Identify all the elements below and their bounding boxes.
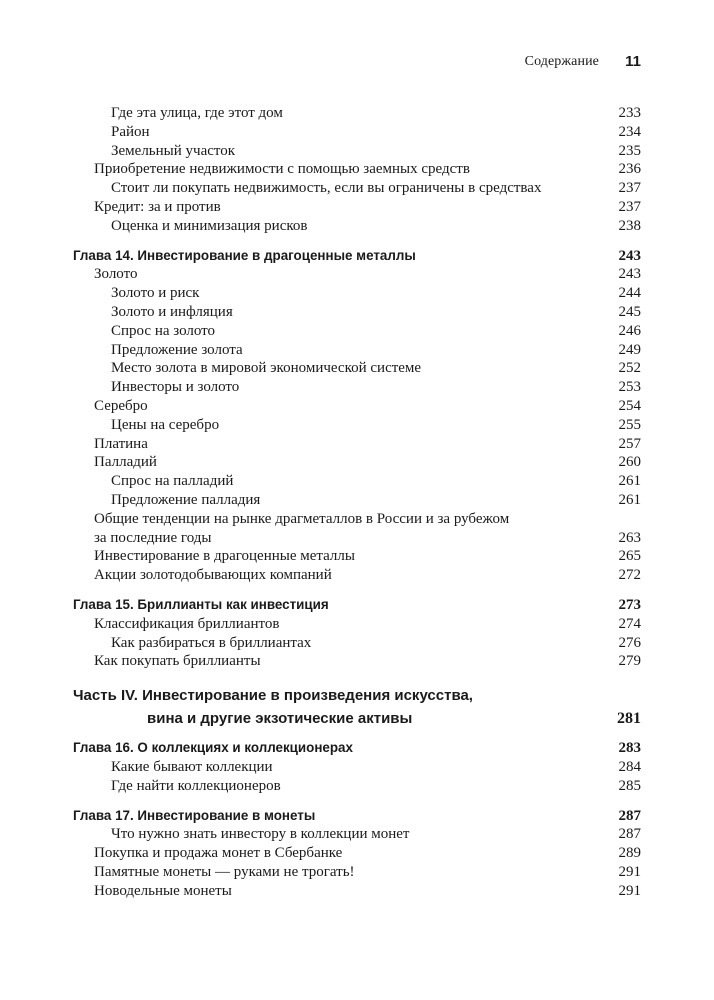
toc-entry-page: 253	[618, 379, 641, 396]
toc-entry-page: 261	[618, 473, 641, 490]
toc-entry-title: Где эта улица, где этот дом	[111, 105, 283, 121]
section-title: Содержание	[524, 54, 599, 69]
toc-entry-title: Оценка и минимизация рисков	[111, 217, 308, 234]
chapter-title: Глава 17. Инвестирование в монеты	[73, 807, 316, 823]
toc-entry-title: Как разбираться в бриллиантах	[111, 634, 312, 651]
toc-entry-page: 237	[618, 180, 641, 197]
toc-entry[interactable]	[73, 284, 641, 303]
toc-chapter[interactable]	[73, 807, 641, 826]
toc-chapter[interactable]	[73, 739, 641, 758]
toc-entry-title: Район	[111, 123, 150, 140]
toc-entry[interactable]	[73, 453, 641, 472]
toc-entry-title: Общие тенденции на рынке драгметаллов в России и за рубежом	[94, 510, 510, 527]
toc-entry-title: Место золота в мировой экономической системе	[111, 360, 422, 377]
toc-chapter[interactable]	[73, 247, 641, 266]
toc-entry[interactable]	[73, 123, 641, 142]
toc-entry[interactable]	[73, 378, 641, 397]
toc-entry-page: 244	[618, 285, 641, 302]
toc-entry-title: Классификация бриллиантов	[94, 615, 280, 632]
toc-entry-title: Стоит ли покупать недвижимость, если вы ограничены в средствах	[111, 180, 542, 197]
toc-entry-page: 285	[618, 777, 641, 794]
chapter-title: Глава 15. Бриллианты как инвестиция	[73, 596, 329, 612]
chapter-title: Глава 16. О коллекциях и коллекционерах	[73, 740, 353, 756]
toc-entry[interactable]	[73, 104, 641, 123]
chapter-page: 283	[618, 740, 641, 757]
toc-entry[interactable]	[73, 160, 641, 179]
toc-entry-title: за последние годы	[94, 529, 212, 546]
toc-entry-title: Золото	[94, 266, 138, 283]
toc-entry[interactable]	[73, 179, 641, 198]
toc-entry-page: 289	[618, 845, 641, 862]
toc-part[interactable]	[73, 707, 641, 731]
toc-entry-page: 234	[618, 123, 641, 140]
toc-entry[interactable]	[73, 142, 641, 161]
toc-entry[interactable]	[73, 777, 641, 796]
toc-entry[interactable]	[73, 652, 641, 671]
toc-entry-title: Спрос на золото	[111, 322, 216, 339]
toc-entry-page: 272	[618, 567, 641, 584]
toc-entry[interactable]	[73, 566, 641, 585]
toc-entry-page: 245	[618, 303, 641, 320]
toc-entry[interactable]	[73, 634, 641, 653]
toc-entry[interactable]	[73, 435, 641, 454]
toc-entry-title: Приобретение недвижимости с помощью заемных средств	[94, 161, 470, 178]
toc-entry-title: Покупка и продажа монет в Сбербанке	[94, 845, 343, 862]
toc-entry[interactable]	[73, 758, 641, 777]
toc-part[interactable]	[73, 685, 641, 707]
table-of-contents	[73, 104, 641, 900]
toc-entry[interactable]	[73, 217, 641, 236]
toc-entry[interactable]	[73, 547, 641, 566]
part-title: Часть IV. Инвестирование в произведения искусства,	[73, 687, 473, 705]
toc-entry[interactable]	[73, 397, 641, 416]
toc-entry[interactable]	[73, 341, 641, 360]
toc-entry-title: Золото и риск	[111, 285, 200, 302]
toc-entry-title: Памятные монеты — руками не трогать!	[94, 863, 355, 880]
toc-entry-title: Цены на серебро	[111, 416, 220, 433]
toc-entry-title: Инвестирование в драгоценные металлы	[94, 548, 355, 565]
chapter-page: 287	[618, 807, 641, 824]
toc-entry[interactable]	[73, 472, 641, 491]
toc-entry-title: Предложение золота	[111, 341, 243, 358]
toc-entry-title: Золото и инфляция	[111, 303, 233, 320]
toc-entry-title: Серебро	[94, 397, 148, 414]
toc-entry-page: 284	[618, 758, 641, 775]
toc-entry-page: 279	[618, 653, 641, 670]
toc-entry[interactable]	[73, 303, 641, 322]
toc-entry-page: 291	[618, 863, 641, 880]
part-page: 281	[617, 710, 641, 728]
toc-entry-page: 261	[618, 491, 641, 508]
toc-entry-page: 235	[618, 142, 641, 159]
toc-entry-page: 237	[618, 198, 641, 215]
page-number: 11	[625, 53, 641, 70]
toc-entry-title: Инвесторы и золото	[111, 379, 240, 396]
toc-entry-title: Где найти коллекционеров	[111, 777, 281, 794]
toc-entry-page: 233	[618, 105, 641, 121]
toc-entry[interactable]	[73, 510, 641, 529]
toc-entry[interactable]	[73, 322, 641, 341]
toc-entry-page: 254	[618, 397, 641, 414]
part-title: вина и другие экзотические активы	[147, 710, 413, 728]
toc-entry[interactable]	[73, 863, 641, 882]
toc-entry[interactable]	[73, 882, 641, 901]
toc-entry-page: 246	[618, 322, 641, 339]
toc-entry-title: Какие бывают коллекции	[111, 758, 273, 775]
toc-entry-page: 287	[618, 826, 641, 843]
toc-entry[interactable]	[73, 491, 641, 510]
toc-entry-title: Акции золотодобывающих компаний	[94, 567, 332, 584]
toc-entry-title: Кредит: за и против	[94, 198, 221, 215]
toc-entry-page: 260	[618, 454, 641, 471]
toc-entry-page: 265	[618, 548, 641, 565]
chapter-page: 273	[618, 596, 641, 613]
toc-entry-page: 291	[618, 882, 641, 899]
toc-entry-page: 274	[618, 615, 641, 632]
toc-entry-page: 257	[618, 435, 641, 452]
toc-entry-page: 252	[618, 360, 641, 377]
toc-entry[interactable]	[73, 615, 641, 634]
toc-entry-page: 236	[618, 161, 641, 178]
toc-entry-page: 255	[618, 416, 641, 433]
chapter-page: 243	[618, 247, 641, 264]
toc-entry-title: Спрос на палладий	[111, 473, 234, 490]
toc-entry-title: Новодельные монеты	[94, 882, 232, 899]
running-header	[73, 54, 641, 74]
toc-entry-page: 243	[618, 266, 641, 283]
toc-entry[interactable]	[73, 529, 641, 548]
toc-entry-title: Земельный участок	[111, 142, 236, 159]
toc-entry-title: Предложение палладия	[111, 491, 261, 508]
toc-entry[interactable]	[73, 265, 641, 284]
toc-entry-title: Платина	[94, 435, 148, 452]
toc-entry[interactable]	[73, 198, 641, 217]
toc-entry-page: 276	[618, 634, 641, 651]
toc-entry-page: 263	[618, 529, 641, 546]
toc-entry[interactable]	[73, 844, 641, 863]
toc-entry-title: Что нужно знать инвестору в коллекции монет	[111, 826, 410, 843]
toc-entry-title: Как покупать бриллианты	[94, 653, 261, 670]
toc-entry[interactable]	[73, 825, 641, 844]
toc-entry-page: 238	[618, 217, 641, 234]
toc-chapter[interactable]	[73, 596, 641, 615]
chapter-title: Глава 14. Инвестирование в драгоценные металлы	[73, 247, 416, 263]
toc-entry[interactable]	[73, 359, 641, 378]
toc-entry-title: Палладий	[94, 454, 157, 471]
toc-entry[interactable]	[73, 416, 641, 435]
toc-entry-page: 249	[618, 341, 641, 358]
